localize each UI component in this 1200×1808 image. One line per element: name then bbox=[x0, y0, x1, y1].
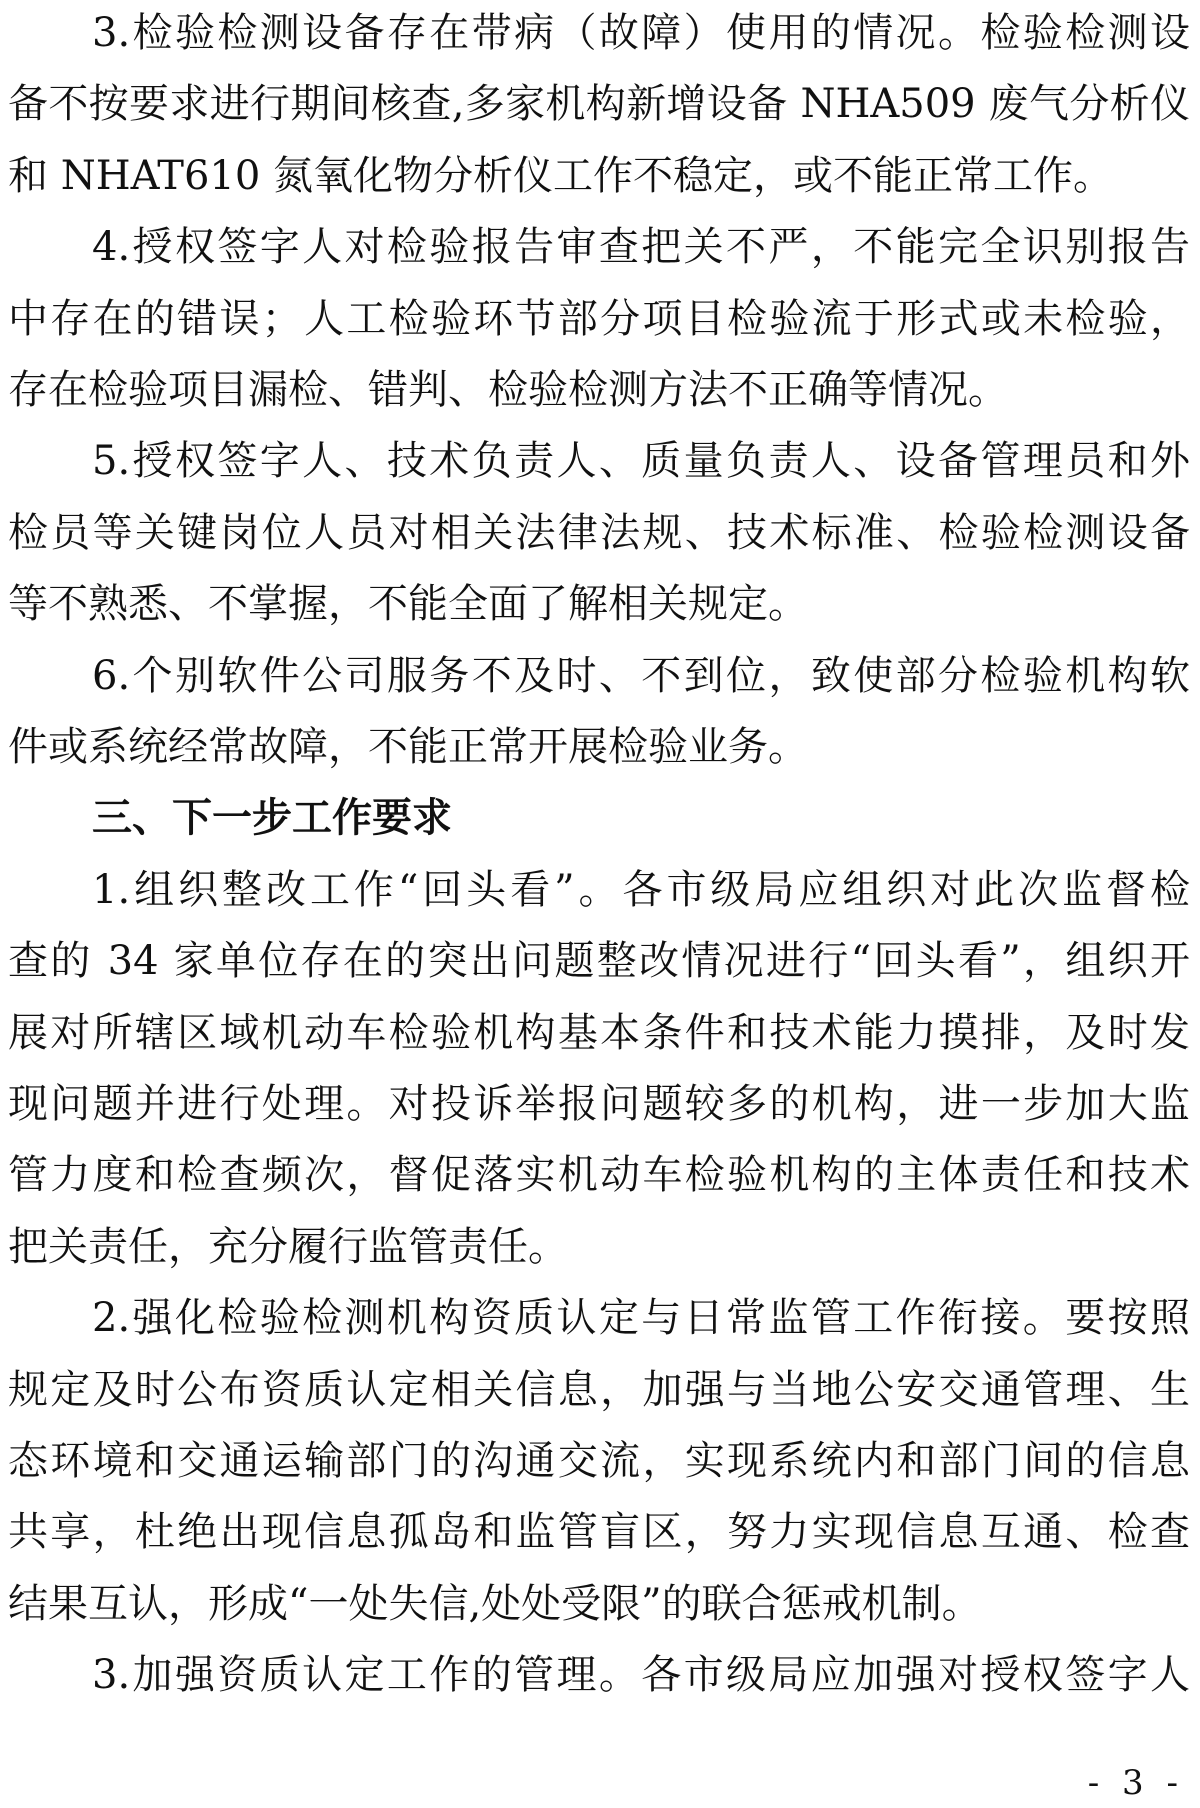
text-line: 4.授权签字人对检验报告审查把关不严，不能完全识别报告 bbox=[92, 224, 1190, 271]
text-line: 现问题并进行处理。对投诉举报问题较多的机构，进一步加大监 bbox=[8, 1081, 1190, 1127]
text-line: 查的 34 家单位存在的突出问题整改情况进行“回头看”，组织开 bbox=[8, 938, 1190, 985]
text-line: 件或系统经常故障，不能正常开展检验业务。 bbox=[8, 724, 808, 770]
text-line: 2.强化检验检测机构资质认定与日常监管工作衔接。要按照 bbox=[92, 1295, 1190, 1342]
text-line: 把关责任，充分履行监管责任。 bbox=[8, 1223, 568, 1270]
text-line: 和 NHAT610 氮氧化物分析仪工作不稳定，或不能正常工作。 bbox=[8, 152, 1114, 199]
text-line: 3.加强资质认定工作的管理。各市级局应加强对授权签字人 bbox=[92, 1652, 1190, 1699]
text-line: 检员等关键岗位人员对相关法律法规、技术标准、检验检测设备 bbox=[8, 509, 1190, 556]
text-line: 3.检验检测设备存在带病（故障）使用的情况。检验检测设 bbox=[92, 10, 1190, 56]
text-line: 共享，杜绝出现信息孤岛和监管盲区，努力实现信息互通、检查 bbox=[8, 1509, 1190, 1556]
text-line: 5.授权签字人、技术负责人、质量负责人、设备管理员和外 bbox=[92, 438, 1190, 485]
page-number: - 3 - bbox=[1087, 1763, 1184, 1803]
text-line: 结果互认，形成“一处失信,处处受限”的联合惩戒机制。 bbox=[8, 1580, 982, 1627]
section-heading: 三、下一步工作要求 bbox=[92, 794, 452, 842]
text-line: 规定及时公布资质认定相关信息，加强与当地公安交通管理、生 bbox=[8, 1366, 1190, 1413]
text-line: 管力度和检查频次，督促落实机动车检验机构的主体责任和技术 bbox=[8, 1152, 1190, 1199]
text-line: 1.组织整改工作“回头看”。各市级局应组织对此次监督检 bbox=[92, 866, 1190, 913]
text-line: 等不熟悉、不掌握，不能全面了解相关规定。 bbox=[8, 581, 808, 628]
text-line: 中存在的错误；人工检验环节部分项目检验流于形式或未检验， bbox=[8, 295, 1190, 342]
text-line: 备不按要求进行期间核查,多家机构新增设备 NHA509 废气分析仪 bbox=[8, 81, 1190, 128]
text-line: 展对所辖区域机动车检验机构基本条件和技术能力摸排，及时发 bbox=[8, 1009, 1190, 1056]
text-line: 6.个别软件公司服务不及时、不到位，致使部分检验机构软 bbox=[92, 652, 1190, 699]
text-line: 存在检验项目漏检、错判、检验检测方法不正确等情况。 bbox=[8, 367, 1008, 413]
text-line: 态环境和交通运输部门的沟通交流，实现系统内和部门间的信息 bbox=[8, 1438, 1190, 1484]
